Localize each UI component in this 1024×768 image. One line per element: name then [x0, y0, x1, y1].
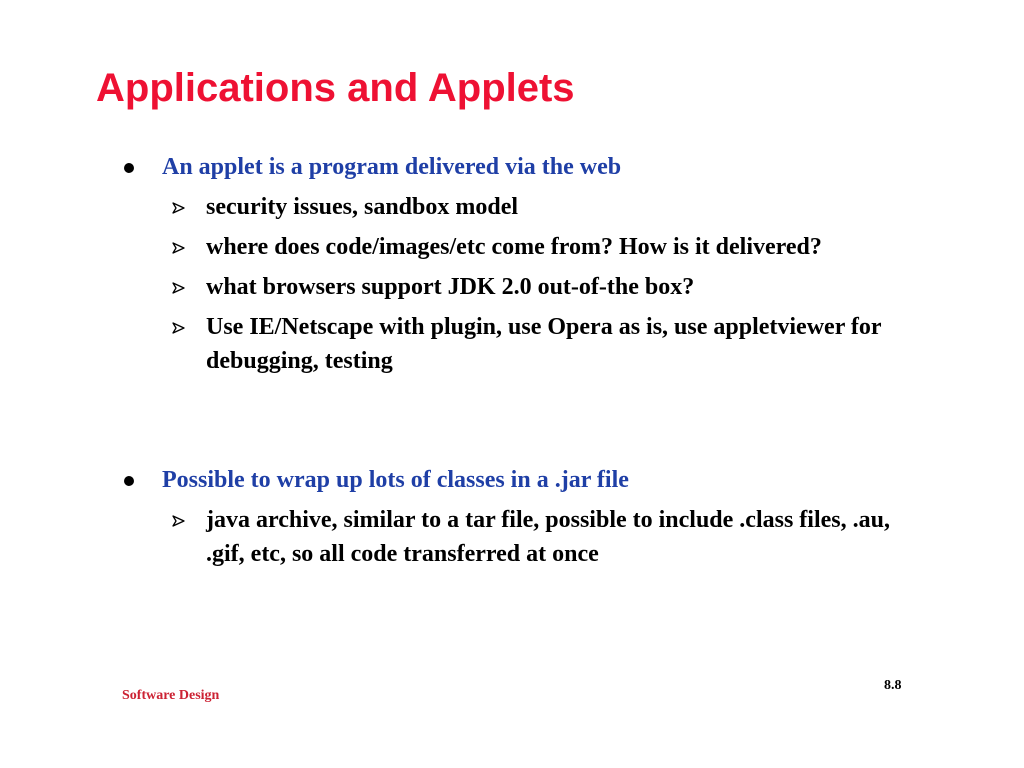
sub-list — [120, 190, 920, 378]
sub-item-text: what browsers support JDK 2.0 out-of-the box? — [206, 274, 695, 300]
sub-item-text: Use IE/Netscape with plugin, use Opera as is, use appletviewer for debugging, testing — [206, 314, 882, 374]
sub-item — [120, 310, 896, 378]
bullet-line — [120, 463, 920, 497]
slide-title: Applications and Applets — [96, 66, 575, 110]
bullet-dot-icon — [124, 163, 134, 173]
sub-item — [120, 503, 896, 571]
footer-course: Software Design — [122, 688, 220, 703]
sub-list — [120, 503, 920, 571]
arrow-right-icon — [172, 202, 185, 214]
bullet-item — [120, 150, 920, 384]
bullet-line — [120, 150, 920, 184]
sub-item — [120, 190, 896, 224]
arrow-right-icon — [172, 242, 185, 254]
bullet-text: An applet is a program delivered via the web — [162, 154, 622, 180]
arrow-right-icon — [172, 282, 185, 294]
sub-item-text: where does code/images/etc come from? How is it delivered? — [206, 234, 822, 260]
arrow-right-icon — [172, 322, 185, 334]
bullet-item — [120, 463, 920, 577]
bullet-dot-icon — [124, 476, 134, 486]
bullet-text: Possible to wrap up lots of classes in a .jar file — [162, 467, 629, 493]
sub-item — [120, 230, 896, 264]
sub-item — [120, 270, 896, 304]
slide-number: 8.8 — [884, 678, 902, 693]
arrow-right-icon — [172, 515, 185, 527]
sub-item-text: java archive, similar to a tar file, possible to include .class files, .au, .gif, etc, so all code transferred at once — [206, 507, 890, 567]
sub-item-text: security issues, sandbox model — [206, 194, 519, 220]
